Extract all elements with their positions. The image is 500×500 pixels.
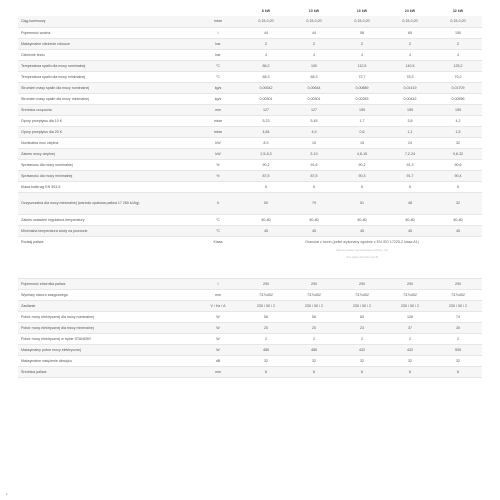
value-cell: 4: [290, 49, 338, 60]
value-cell: 1,1: [386, 126, 434, 137]
unit-cell: kg/s: [194, 93, 242, 104]
value-cell: 159: [338, 104, 386, 115]
value-cell: 737x402: [434, 289, 482, 300]
unit-cell: W: [194, 322, 242, 333]
value-cell: 0,15-0,20: [242, 16, 290, 27]
parameter-label: Rodzaj paliwa: [18, 236, 194, 278]
value-cell: 737x402: [242, 289, 290, 300]
table-row: [18, 16, 482, 27]
header-unit: [194, 6, 242, 16]
unit-cell: V / Hz / A: [194, 300, 242, 311]
value-cell: 90,4: [434, 170, 482, 181]
value-cell: 0,00442: [386, 93, 434, 104]
table-row: [18, 225, 482, 236]
value-cell: 4,8-15: [338, 148, 386, 159]
header-model-32kw: 32 kW: [452, 9, 464, 13]
parameter-label: Klasa kotła wg EN 303-5: [18, 181, 194, 192]
value-cell: 2: [338, 38, 386, 49]
parameter-label: Wymiary otworu zasypowego: [18, 289, 194, 300]
value-cell: 56: [290, 311, 338, 322]
value-cell: 78,3: [386, 71, 434, 82]
value-cell: 5: [338, 181, 386, 192]
unit-cell: mbar: [194, 115, 242, 126]
value-cell: 230 / 50 / 2: [434, 300, 482, 311]
unit-cell: W: [194, 311, 242, 322]
parameter-label: Maksymalny pobór mocy elektrycznej: [18, 344, 194, 355]
value-cell: 737x402: [386, 289, 434, 300]
value-cell: 125,2: [434, 60, 482, 71]
value-cell: 50-80: [242, 214, 290, 225]
value-cell: 9,6-32: [434, 148, 482, 159]
parameter-label: Temperatura spalin dla mocy nominalnej: [18, 60, 194, 71]
table-row: [18, 289, 482, 300]
value-cell: 2: [338, 333, 386, 344]
value-cell: 90,2: [338, 159, 386, 170]
table-row: [18, 137, 482, 148]
table-body: [18, 16, 482, 377]
value-cell: 290: [338, 278, 386, 289]
value-cell: 0,00542: [242, 82, 290, 93]
parameter-label: Maksymalne ciśnienie robocze: [18, 38, 194, 49]
value-cell: 87,5: [242, 170, 290, 181]
specification-table: [18, 6, 482, 378]
value-cell: 432: [338, 344, 386, 355]
value-cell: 230 / 50 / 2: [290, 300, 338, 311]
parameter-label: Sprawność dla mocy nominalnej: [18, 159, 194, 170]
value-cell: 5: [434, 181, 482, 192]
value-cell: 737x402: [338, 289, 386, 300]
value-cell: 91,3: [386, 159, 434, 170]
value-cell: 127: [290, 104, 338, 115]
value-cell: 128: [386, 311, 434, 322]
value-cell: 127: [242, 104, 290, 115]
value-cell: 68,3: [242, 71, 290, 82]
value-cell: 3-10: [290, 148, 338, 159]
unit-cell: kW: [194, 137, 242, 148]
parameter-label: Zakres mocy cieplnej: [18, 148, 194, 159]
parameter-label: Nominalna moc cieplna: [18, 137, 194, 148]
value-cell: 0,00889: [338, 82, 386, 93]
parameter-label: Sprawność dla mocy minimalnej: [18, 170, 194, 181]
value-cell: 432: [386, 344, 434, 355]
value-cell: 8,3: [242, 137, 290, 148]
value-cell: 0,00301: [290, 93, 338, 104]
header-model-8kw: 8 kW: [261, 9, 271, 13]
table-row: [18, 214, 482, 225]
value-cell: 45: [290, 225, 338, 236]
table-row: [18, 148, 482, 159]
unit-cell: mbar: [194, 126, 242, 137]
unit-cell: W: [194, 333, 242, 344]
value-cell: 90,2: [242, 159, 290, 170]
parameter-label: Opory przepływu dla 10 K: [18, 115, 194, 126]
value-cell: 6: [242, 366, 290, 377]
value-cell: 485: [290, 344, 338, 355]
value-cell: 83: [338, 311, 386, 322]
unit-cell: [194, 181, 242, 192]
value-cell: 290: [242, 278, 290, 289]
table-row: [18, 278, 482, 289]
parameter-label: Średnica paliwa: [18, 366, 194, 377]
value-cell: 0,15-0,20: [434, 16, 482, 27]
value-cell: 91,6: [290, 159, 338, 170]
value-cell: 0,15-0,20: [338, 16, 386, 27]
value-cell: 32: [290, 355, 338, 366]
table-row: [18, 181, 482, 192]
value-cell: 90,6: [434, 159, 482, 170]
unit-cell: mm: [194, 366, 242, 377]
unit-cell: bar: [194, 49, 242, 60]
value-cell: 50-80: [290, 214, 338, 225]
unit-cell: °C: [194, 225, 242, 236]
value-cell: 65: [386, 27, 434, 38]
value-cell: 0,01709: [434, 82, 482, 93]
value-cell: 32: [386, 355, 434, 366]
parameter-label: Zakres ustawień regulatora temperatury: [18, 214, 194, 225]
footer-mark: •: [6, 491, 8, 496]
value-cell: 24: [386, 137, 434, 148]
value-cell: 159: [386, 104, 434, 115]
value-cell: 2: [290, 333, 338, 344]
value-cell: 2: [242, 38, 290, 49]
value-cell: 290: [290, 278, 338, 289]
value-cell: 50-80: [386, 214, 434, 225]
table-row: [18, 322, 482, 333]
value-cell: 32: [434, 192, 482, 214]
table-row: [18, 49, 482, 60]
value-cell: 37: [386, 322, 434, 333]
value-cell: 74: [434, 311, 482, 322]
fuel-note-recommended: (Zalecane paliwo wyprodukowane w Polsce - A1): [336, 248, 388, 252]
value-cell: 7,2-24: [386, 148, 434, 159]
value-cell: 0,00283: [338, 93, 386, 104]
unit-cell: kW: [194, 148, 242, 159]
value-cell: 100: [290, 60, 338, 71]
value-cell: 2,5-8,3: [242, 148, 290, 159]
table-row: [18, 93, 482, 104]
value-cell: 45: [338, 225, 386, 236]
table-row: [18, 355, 482, 366]
value-cell: 45: [386, 225, 434, 236]
value-cell: 5: [290, 181, 338, 192]
value-cell: 0,01419: [386, 82, 434, 93]
parameter-label: Zasilanie: [18, 300, 194, 311]
unit-cell: %: [194, 170, 242, 181]
table-row: [18, 27, 482, 38]
value-cell: 86,2: [242, 60, 290, 71]
value-cell: 56: [242, 311, 290, 322]
value-cell: 68,3: [290, 71, 338, 82]
value-cell: 6: [386, 366, 434, 377]
header-model-10kw: 10 kW: [308, 9, 320, 13]
table-row: [18, 333, 482, 344]
value-cell: 50-80: [434, 214, 482, 225]
value-cell: 230 / 50 / 2: [338, 300, 386, 311]
parameter-label: Ciąg kominowy: [18, 16, 194, 27]
value-cell: 5,45: [290, 115, 338, 126]
parameter-label: Oczyszczalna dla mocy minimalnej (wartość opałowa paliwa 17 280 kJ/kg): [18, 192, 194, 214]
unit-cell: °C: [194, 214, 242, 225]
value-cell: 2: [386, 333, 434, 344]
value-cell: 45: [434, 225, 482, 236]
parameter-label: Pobór mocy elektrycznej dla mocy nominalnej: [18, 311, 194, 322]
value-cell: 30: [434, 322, 482, 333]
parameter-label: Maksymalne natężenie dźwięku: [18, 355, 194, 366]
value-cell: 5,23: [242, 115, 290, 126]
value-cell: 0,00301: [242, 93, 290, 104]
table-header-row: [18, 6, 482, 16]
unit-cell: mm: [194, 289, 242, 300]
parameter-label: Temperatura spalin dla mocy minimalnej: [18, 71, 194, 82]
value-cell: 20: [242, 322, 290, 333]
value-cell: 79,2: [434, 71, 482, 82]
value-cell: 15: [338, 137, 386, 148]
table-row: [18, 71, 482, 82]
value-cell: 58: [338, 27, 386, 38]
value-cell: 4: [434, 49, 482, 60]
value-cell: 112,5: [338, 60, 386, 71]
table-row: [18, 192, 482, 214]
value-cell: 4,84: [242, 126, 290, 137]
value-cell: 150: [434, 27, 482, 38]
parameter-label: Pojemność zbiornika paliwa: [18, 278, 194, 289]
value-cell: 20: [290, 322, 338, 333]
value-cell: 91,7: [386, 170, 434, 181]
table-row: [18, 300, 482, 311]
table-row: [18, 82, 482, 93]
value-cell: 2: [434, 38, 482, 49]
value-cell: 1,7: [338, 115, 386, 126]
value-cell: 51: [338, 192, 386, 214]
value-cell: 230 / 50 / 2: [242, 300, 290, 311]
parameter-label: Pobór mocy elektrycznej dla mocy minimalnej: [18, 322, 194, 333]
table-row: [18, 366, 482, 377]
header-model-16kw: 16 kW: [356, 9, 368, 13]
value-cell: 3,8: [386, 115, 434, 126]
value-cell: 0,00556: [434, 93, 482, 104]
value-cell: 50-80: [338, 214, 386, 225]
parameter-label: Średnica czopucha: [18, 104, 194, 115]
value-cell: 505: [434, 344, 482, 355]
value-cell: 2: [386, 38, 434, 49]
value-cell: 0,00644: [290, 82, 338, 93]
value-cell: 4,2: [434, 115, 482, 126]
value-cell: 44: [242, 27, 290, 38]
unit-cell: °C: [194, 71, 242, 82]
value-cell: 23: [338, 322, 386, 333]
value-cell: 2: [242, 333, 290, 344]
value-cell: 32: [434, 355, 482, 366]
value-cell: 44: [290, 27, 338, 38]
table-row: [18, 104, 482, 115]
value-cell: 4,9: [290, 126, 338, 137]
table-row: [18, 38, 482, 49]
value-cell: 90,3: [338, 170, 386, 181]
value-cell: 5: [242, 181, 290, 192]
table-row: [18, 126, 482, 137]
value-cell: 230 / 50 / 2: [386, 300, 434, 311]
header-model-24kw: 24 kW: [404, 9, 416, 13]
unit-cell: Klasa: [194, 236, 242, 278]
value-cell: 1,5: [434, 126, 482, 137]
value-cell: 2: [290, 38, 338, 49]
unit-cell: h: [194, 192, 242, 214]
unit-cell: °C: [194, 60, 242, 71]
parameter-label: Ciśnienie testu: [18, 49, 194, 60]
unit-cell: kg/s: [194, 82, 242, 93]
value-cell: 32: [338, 355, 386, 366]
value-cell: 48: [386, 192, 434, 214]
unit-cell: mm: [194, 104, 242, 115]
value-cell: 10: [290, 137, 338, 148]
unit-cell: bar: [194, 38, 242, 49]
value-cell: 32: [434, 137, 482, 148]
fuel-note-allowed: (Inne paliwo dozwolone A2, B): [345, 255, 379, 259]
value-cell: 45: [242, 225, 290, 236]
value-cell: 4: [338, 49, 386, 60]
fuel-type-cell: [242, 236, 482, 278]
table-row: [18, 170, 482, 181]
value-cell: 4: [242, 49, 290, 60]
value-cell: 50: [242, 192, 290, 214]
unit-cell: mbar: [194, 16, 242, 27]
parameter-label: Pojemność wodna: [18, 27, 194, 38]
parameter-label: Minimalna temperatura wody na powrocie: [18, 225, 194, 236]
table-row: [18, 159, 482, 170]
table-row: [18, 344, 482, 355]
value-cell: 2: [434, 333, 482, 344]
value-cell: 87,5: [290, 170, 338, 181]
value-cell: 72,7: [338, 71, 386, 82]
value-cell: 0,15-0,20: [290, 16, 338, 27]
table-row: [18, 311, 482, 322]
value-cell: 6: [290, 366, 338, 377]
fuel-type-text: Granulat z trocin (pellet wykonany zgodnie z EN ISO 17225-2 klasa A1): [305, 239, 419, 244]
parameter-label: Strumień masy spalin dla mocy minimalnej: [18, 93, 194, 104]
value-cell: 0,6: [338, 126, 386, 137]
value-cell: 140,5: [386, 60, 434, 71]
unit-cell: dB: [194, 355, 242, 366]
value-cell: 4: [386, 49, 434, 60]
table-row: [18, 60, 482, 71]
parameter-label: Opory przepływu dla 20 K: [18, 126, 194, 137]
value-cell: 79: [290, 192, 338, 214]
table-row: [18, 115, 482, 126]
parameter-label: Pobór mocy elektrycznej w trybie STANDBY: [18, 333, 194, 344]
unit-cell: l: [194, 278, 242, 289]
value-cell: 5: [386, 181, 434, 192]
unit-cell: %: [194, 159, 242, 170]
value-cell: 290: [434, 278, 482, 289]
value-cell: 290: [386, 278, 434, 289]
value-cell: 0,15-0,20: [386, 16, 434, 27]
unit-cell: W: [194, 344, 242, 355]
value-cell: 737x402: [290, 289, 338, 300]
value-cell: 6: [338, 366, 386, 377]
value-cell: 159: [434, 104, 482, 115]
unit-cell: l: [194, 27, 242, 38]
parameter-label: Strumień masy spalin dla mocy nominalnej: [18, 82, 194, 93]
value-cell: 485: [242, 344, 290, 355]
value-cell: 32: [242, 355, 290, 366]
fuel-type-row: [18, 236, 482, 278]
header-parameter: [18, 6, 194, 16]
value-cell: 6: [434, 366, 482, 377]
